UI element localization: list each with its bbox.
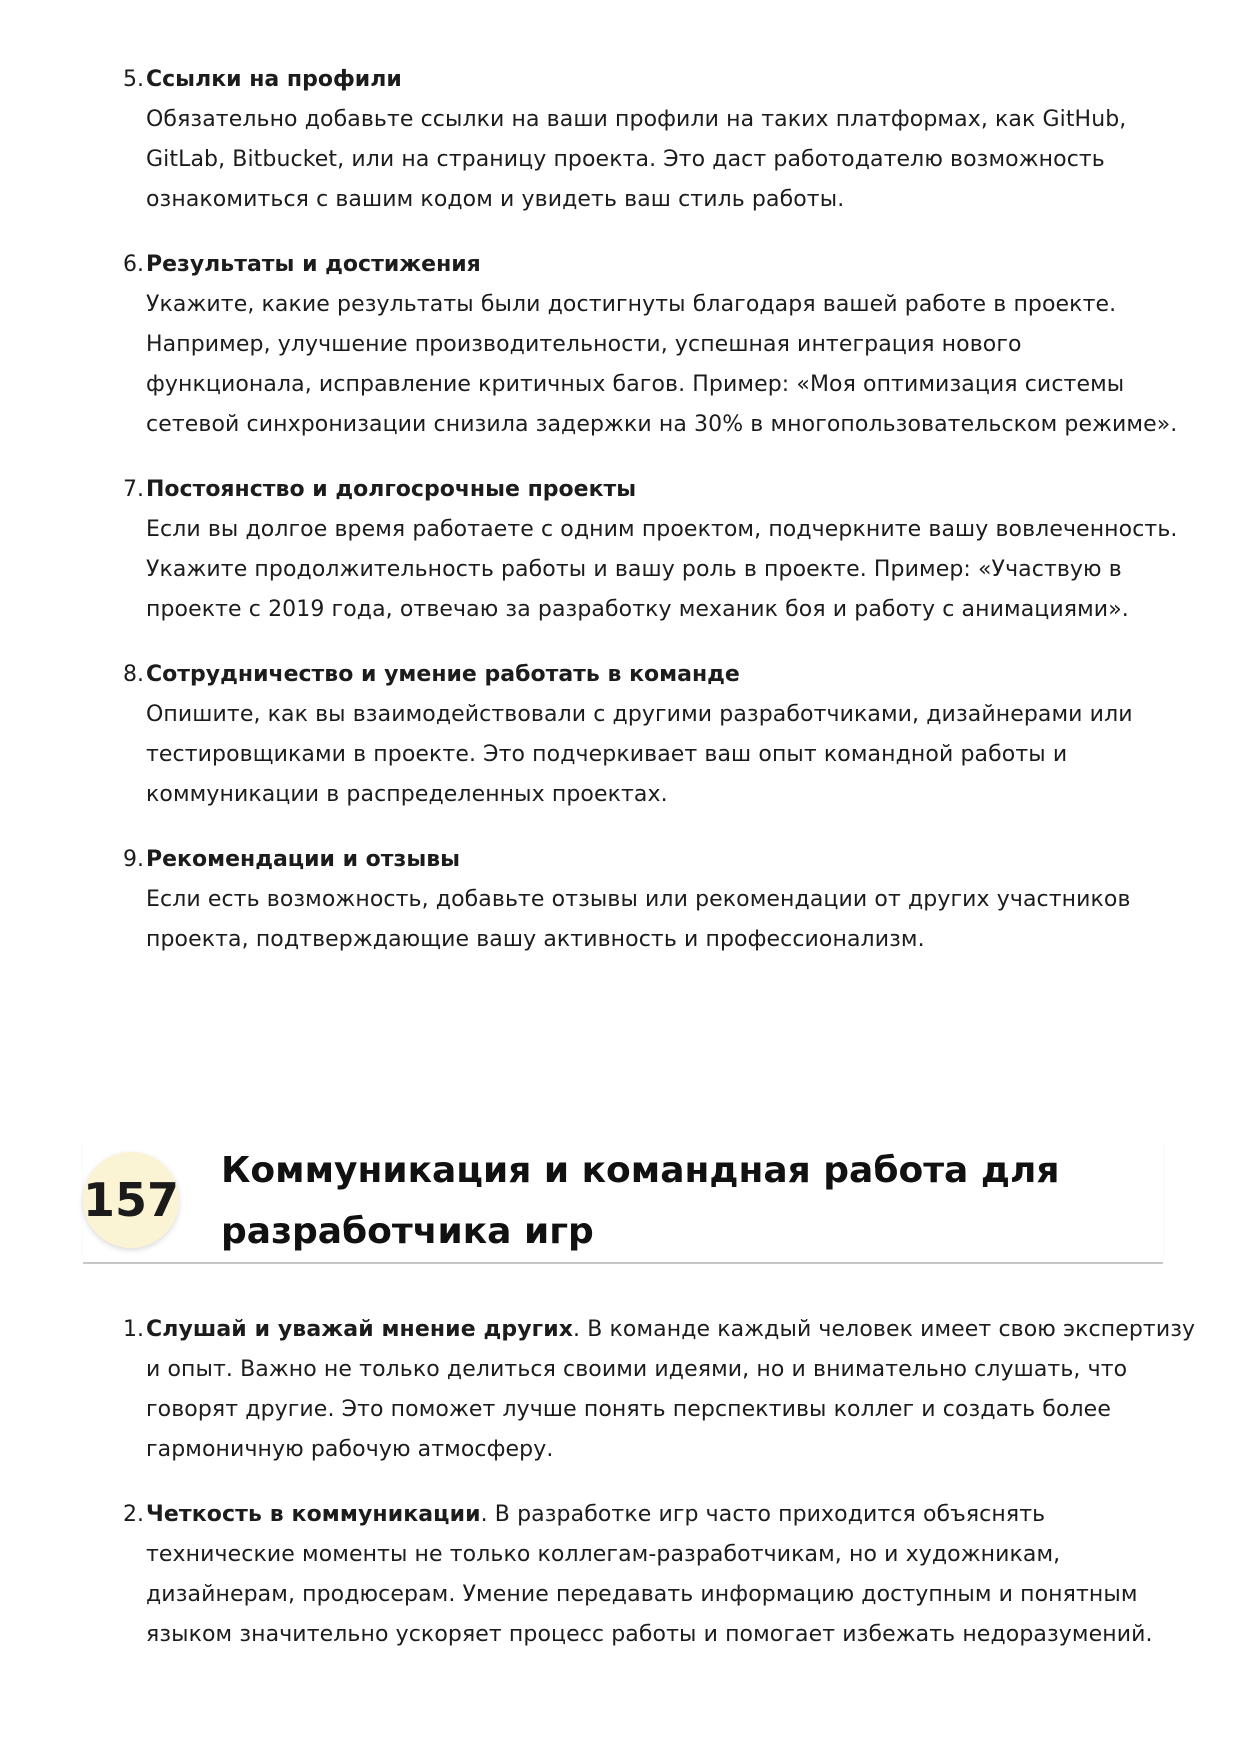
text-line: сетевой синхронизации снизила задержки на 30% в многопользовательском режиме».	[146, 412, 1178, 437]
text-line: коммуникации в распределенных проектах.	[146, 782, 668, 807]
text-line: Обязательно добавьте ссылки на ваши профили на таких платформах, как GitHub,	[146, 107, 1127, 132]
section-header	[83, 1140, 1163, 1264]
text-line: проекте с 2019 года, отвечаю за разработку механик боя и работу с анимациями».	[146, 597, 1129, 622]
section-title-line: Коммуникация и командная работа для	[221, 1150, 1060, 1191]
list-item-text	[146, 880, 1156, 960]
text-line: Укажите, какие результаты были достигнуты благодаря вашей работе в проекте.	[146, 292, 1117, 317]
text-line: функционала, исправление критичных багов. Пример: «Моя оптимизация системы	[146, 372, 1125, 397]
text-line: тестировщиками в проекте. Это подчеркивает ваш опыт командной работы и	[146, 742, 1068, 767]
section-title-line: разработчика игр	[221, 1211, 594, 1252]
text-fragment: . В разработке игр часто приходится объяснять	[480, 1502, 1046, 1527]
list-item	[0, 60, 1239, 220]
list-item-text	[146, 100, 1156, 220]
text-line: проекта, подтверждающие вашу активность и профессионализм.	[146, 927, 925, 952]
section-title	[221, 1140, 1161, 1262]
text-line: Опишите, как вы взаимодействовали с другими разработчиками, дизайнерами или	[146, 702, 1133, 727]
list-item	[0, 470, 1239, 630]
text-line: дизайнерам, продюсерам. Умение передавать информацию доступным и понятным	[146, 1582, 1138, 1607]
text-line: Укажите продолжительность работы и вашу роль в проекте. Пример: «Участвую в	[146, 557, 1122, 582]
text-line	[146, 1495, 1156, 1535]
list-item	[0, 1495, 1239, 1655]
list-item-text	[146, 510, 1178, 630]
list-item-number: 8.	[123, 662, 144, 687]
text-line: говорят другие. Это поможет лучше понять перспективы коллег и создать более	[146, 1397, 1111, 1422]
text-line: гармоничную рабочую атмосферу.	[146, 1437, 554, 1462]
text-line: Например, улучшение производительности, успешная интеграция нового	[146, 332, 1022, 357]
chapter-number-badge: 157	[83, 1152, 179, 1248]
list-item-heading: Слушай и уважай мнение других	[146, 1317, 574, 1342]
text-line: Если есть возможность, добавьте отзывы или рекомендации от других участников	[146, 887, 1131, 912]
list-item-heading: Результаты и достижения	[146, 252, 481, 277]
list-item	[0, 1310, 1239, 1470]
text-line	[146, 1310, 1196, 1350]
list-item-heading: Рекомендации и отзывы	[146, 847, 461, 872]
text-line: языком значительно ускоряет процесс работы и помогает избежать недоразумений.	[146, 1622, 1153, 1647]
text-line: Если вы долгое время работаете с одним проектом, подчеркните вашу вовлеченность.	[146, 517, 1178, 542]
list-item-heading: Ссылки на профили	[146, 67, 402, 92]
list-item-heading: Сотрудничество и умение работать в команде	[146, 662, 740, 687]
list-item	[0, 245, 1239, 445]
list-item-number: 6.	[123, 252, 144, 277]
text-line: GitLab, Bitbucket, или на страницу проекта. Это даст работодателю возможность	[146, 147, 1105, 172]
text-line: и опыт. Важно не только делиться своими идеями, но и внимательно слушать, что	[146, 1357, 1128, 1382]
list-item-text	[146, 1495, 1156, 1655]
list-item-number: 1.	[123, 1317, 144, 1342]
list-item-number: 2.	[123, 1502, 144, 1527]
list-item-text	[146, 285, 1178, 445]
list-item-heading: Четкость в коммуникации	[146, 1502, 481, 1527]
list-item-text	[146, 695, 1156, 815]
list-item-text	[146, 1310, 1196, 1470]
text-fragment: . В команде каждый человек имеет свою экспертизу	[573, 1317, 1196, 1342]
text-line: технические моменты не только коллегам-разработчикам, но и художникам,	[146, 1542, 1061, 1567]
list-item-heading: Постоянство и долгосрочные проекты	[146, 477, 637, 502]
section-divider	[83, 1262, 1163, 1264]
list-item-number: 7.	[123, 477, 144, 502]
list-item	[0, 840, 1239, 960]
list-item-number: 9.	[123, 847, 144, 872]
text-line: ознакомиться с вашим кодом и увидеть ваш стиль работы.	[146, 187, 845, 212]
list-item-number: 5.	[123, 67, 144, 92]
list-item	[0, 655, 1239, 815]
